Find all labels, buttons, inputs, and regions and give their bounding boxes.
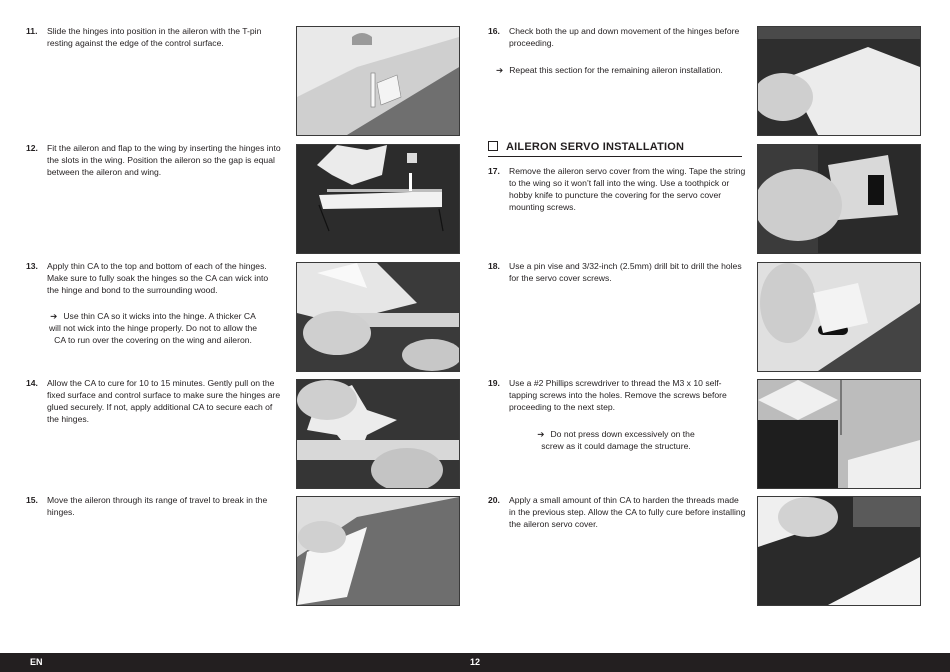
note-step19 bbox=[526, 428, 706, 452]
note-step16 bbox=[496, 64, 746, 76]
step-text: Slide the hinges into position in the aileron with the T-pin resting against the edge of the control surface. bbox=[47, 26, 262, 48]
step-text: Fit the aileron and flap to the wing by inserting the hinges into the slots in the wing. Position the aileron so the gap is equal between the aileron and wing. bbox=[47, 143, 281, 177]
arrow-icon: ➔ bbox=[537, 429, 545, 439]
step-number: 18. bbox=[488, 261, 500, 271]
step-number: 11. bbox=[26, 26, 38, 36]
pull-test-photo bbox=[296, 379, 460, 489]
step-number: 13. bbox=[26, 261, 38, 271]
note-text: Use thin CA so it wicks into the hinge. A thicker CA will not wick into the hinge properly. Do not to allow the CA to run over the covering on the wing and aileron. bbox=[48, 311, 258, 345]
apply-ca-photo bbox=[296, 262, 460, 372]
section-heading bbox=[488, 141, 742, 157]
step-text: Move the aileron through its range of travel to break in the hinges. bbox=[47, 495, 268, 517]
language-label: EN bbox=[30, 657, 43, 667]
step-text: Use a pin vise and 3/32-inch (2.5mm) drill bit to drill the holes for the servo cover screws. bbox=[509, 261, 742, 283]
step-text: Allow the CA to cure for 10 to 15 minutes. Gently pull on the fixed surface and control surface to make sure the hinges are glued securely. If not, apply additional CA to secure each of the hinges. bbox=[47, 378, 281, 424]
section-title: AILERON SERVO INSTALLATION bbox=[506, 141, 685, 153]
arrow-icon: ➔ bbox=[50, 311, 58, 321]
thin-ca-threads-photo bbox=[757, 496, 921, 606]
note-text: Do not press down excessively on the screw as it could damage the structure. bbox=[541, 429, 695, 451]
step-16 bbox=[488, 25, 742, 49]
check-movement-photo bbox=[757, 26, 921, 136]
step-number: 12. bbox=[26, 143, 38, 153]
step-text: Apply thin CA to the top and bottom of each of the hinges. Make sure to fully soak the hinges so the CA can wick into the hinge and bond to the surrounding wood. bbox=[47, 261, 269, 295]
arrow-icon: ➔ bbox=[496, 65, 504, 75]
step-20 bbox=[488, 494, 746, 530]
step-14 bbox=[26, 377, 284, 425]
page-footer bbox=[0, 653, 950, 672]
screwdriver-photo bbox=[757, 379, 921, 489]
step-number: 14. bbox=[26, 378, 38, 388]
step-11 bbox=[26, 25, 266, 49]
step-number: 16. bbox=[488, 26, 500, 36]
note-step13 bbox=[44, 310, 262, 346]
step-text: Remove the aileron servo cover from the wing. Tape the string to the wing so it won’t fall into the wing. Use a toothpick or hobby knife to puncture the covering for the servo cover mounting screws. bbox=[509, 166, 746, 212]
aileron-fit-to-wing-photo bbox=[296, 144, 460, 254]
step-text: Use a #2 Phillips screwdriver to thread the M3 x 10 self-tapping screws into the holes. Remove the screws before proceeding to the next step. bbox=[509, 378, 727, 412]
note-text: Repeat this section for the remaining aileron installation. bbox=[509, 65, 723, 75]
break-in-hinges-photo bbox=[296, 496, 460, 606]
step-17 bbox=[488, 165, 746, 213]
step-text: Check both the up and down movement of the hinges before proceeding. bbox=[509, 26, 740, 48]
page-number: 12 bbox=[469, 657, 480, 667]
step-text: Apply a small amount of thin CA to harden the threads made in the previous step. Allow the CA to fully cure before installing the aileron servo cover. bbox=[509, 495, 746, 529]
step-number: 17. bbox=[488, 166, 500, 176]
step-13 bbox=[26, 260, 274, 296]
step-19 bbox=[488, 377, 736, 413]
step-12 bbox=[26, 142, 286, 178]
step-15 bbox=[26, 494, 276, 518]
pin-vise-drill-photo bbox=[757, 262, 921, 372]
step-number: 20. bbox=[488, 495, 500, 505]
hinge-in-aileron-photo bbox=[296, 26, 460, 136]
servo-cover-removal-photo bbox=[757, 144, 921, 254]
step-number: 19. bbox=[488, 378, 500, 388]
checkbox-icon bbox=[488, 141, 498, 151]
step-18 bbox=[488, 260, 746, 284]
step-number: 15. bbox=[26, 495, 38, 505]
